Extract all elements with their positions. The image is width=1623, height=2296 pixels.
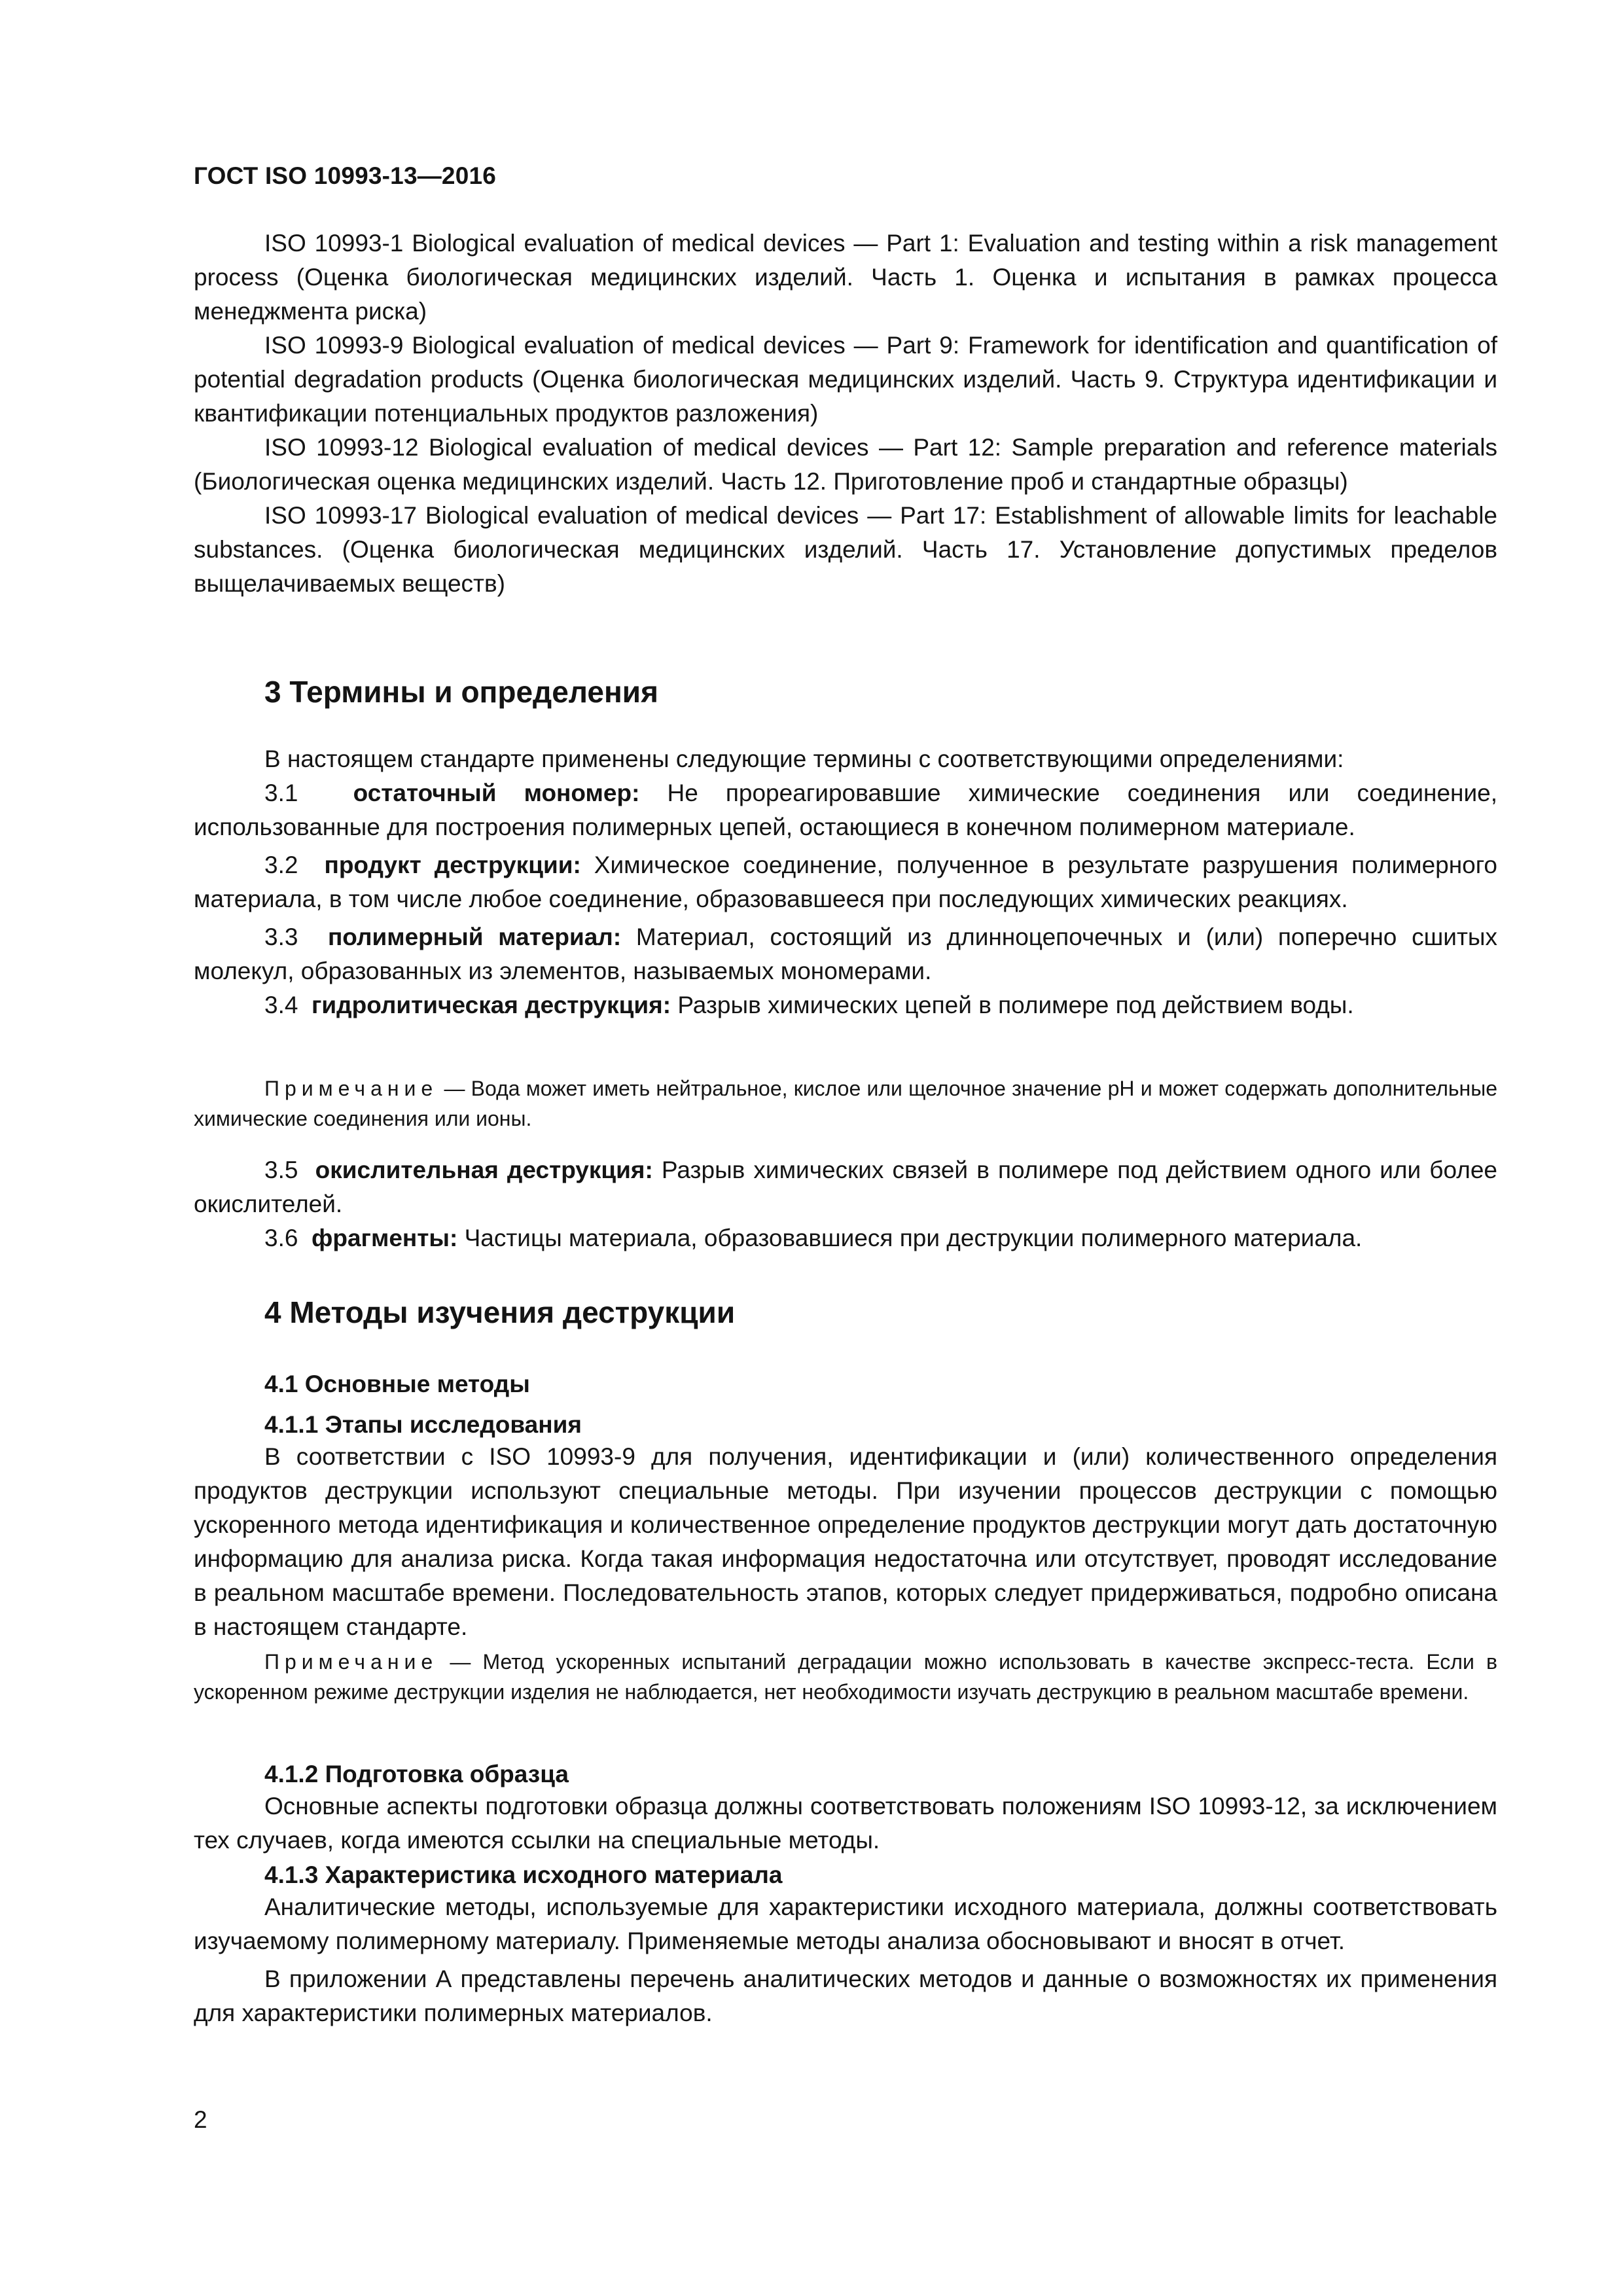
paragraph: Аналитические методы, используемые для характеристики исходного материала, должны соответствовать изучаемому полимерному материалу. Применяемые методы анализа обосновывают и вносят в отчет. [194, 1893, 1497, 1954]
term-name: гидролитическая деструкция: [312, 992, 671, 1018]
reference-item: ISO 10993-9 Biological evaluation of medical devices — Part 9: Framework for identification and quantification of potential degradation products (Оценка биологическая медицинских изделий. Часть 9. Структура идентификации и квантификации потенциальных продуктов разложения) [194, 332, 1497, 427]
term-name: продукт деструкции: [324, 852, 581, 878]
note-text: — Вода может иметь нейтральное, кислое или щелочное значение pH и может содержать дополнительные химические соединения или ионы. [194, 1077, 1497, 1130]
term-name: остаточный мономер: [353, 780, 640, 806]
note-text: — Метод ускоренных испытаний деградации можно использовать в качестве экспресс-теста. Если в ускоренном режиме деструкции изделия не наблюдается, нет необходимости изучать деструкцию в реальном масштабе времени. [194, 1650, 1497, 1704]
term-name: полимерный материал: [327, 924, 622, 950]
section-3-body-cont [194, 1153, 1497, 1255]
term-definition: 3.3 полимерный материал: Материал, состоящий из длинноцепочечных и (или) поперечно сшитых молекул, образованных из элементов, называемых мономерами. [194, 924, 1497, 984]
term-definition: 3.6 фрагменты: Частицы материала, образовавшиеся при деструкции полимерного материала. [264, 1225, 1363, 1251]
section-3-heading: 3 Термины и определения [264, 675, 658, 709]
subsection-4-1-3-body [194, 1890, 1497, 2030]
note-4-1-1 [194, 1647, 1497, 1707]
subsection-4-1-1-body [194, 1440, 1497, 1644]
term-definition: 3.2 продукт деструкции: Химическое соединение, полученное в результате разрушения полимерного материала, в том числе любое соединение, образовавшееся при последующих химических реакциях. [194, 852, 1498, 912]
page-number: 2 [194, 2106, 207, 2133]
reference-item: ISO 10993-17 Biological evaluation of medical devices — Part 17: Establishment of allowable limits for leachable substances. (Оценка биологическая медицинских изделий. Часть 17. Установление допустимых пределов выщелачиваемых веществ) [194, 502, 1497, 597]
subsection-4-1-heading: 4.1 Основные методы [264, 1371, 530, 1397]
paragraph: В приложении А представлены перечень аналитических методов и данные о возможностях их применения для характеристики полимерных материалов. [194, 1965, 1497, 2026]
term-definition: 3.4 гидролитическая деструкция: Разрыв химических цепей в полимере под действием воды. [264, 992, 1354, 1018]
note-3-4 [194, 1073, 1497, 1134]
note-label: Примечание [264, 1077, 438, 1100]
subsection-4-1-1-heading: 4.1.1 Этапы исследования [264, 1411, 582, 1438]
reference-item: ISO 10993-12 Biological evaluation of medical devices — Part 12: Sample preparation and reference materials (Биологическая оценка медицинских изделий. Часть 12. Приготовление проб и стандартные образцы) [194, 434, 1497, 495]
section-3-intro: В настоящем стандарте применены следующие термины с соответствующими определениями: [264, 745, 1344, 772]
subsection-4-1-2-heading: 4.1.2 Подготовка образца [264, 1761, 569, 1787]
normative-references [194, 226, 1497, 601]
document-header: ГОСТ ISO 10993-13—2016 [194, 162, 497, 189]
subsection-4-1-2-body [194, 1789, 1497, 1857]
subsection-4-1-3-heading: 4.1.3 Характеристика исходного материала [264, 1861, 783, 1888]
paragraph: В соответствии с ISO 10993-9 для получения, идентификации и (или) количественного определения продуктов деструкции используют специальные методы. При изучении процессов деструкции с помощью ускоренного метода идентификация и количественное определение продуктов деструкции могут дать достаточную информацию для анализа риска. Когда такая информация недостаточна или отсутствует, проводят исследование в реальном масштабе времени. Последовательность этапов, которых следует придерживаться, подробно описана в настоящем стандарте. [194, 1443, 1497, 1640]
paragraph: Основные аспекты подготовки образца должны соответствовать положениям ISO 10993-12, за исключением тех случаев, когда имеются ссылки на специальные методы. [194, 1793, 1497, 1854]
term-definition: 3.1 остаточный мономер: Не прореагировавшие химические соединения или соединение, использованные для построения полимерных цепей, остающиеся в конечном полимерном материале. [194, 780, 1497, 840]
section-4-heading: 4 Методы изучения деструкции [264, 1295, 736, 1329]
term-name: фрагменты: [312, 1225, 458, 1251]
note-label: Примечание [264, 1650, 438, 1674]
section-3-body [194, 742, 1497, 1022]
term-definition: 3.5 окислительная деструкция: Разрыв химических связей в полимере под действием одного или более окислителей. [194, 1157, 1497, 1217]
reference-item: ISO 10993-1 Biological evaluation of medical devices — Part 1: Evaluation and testing within a risk management process (Оценка биологическая медицинских изделий. Часть 1. Оценка и испытания в рамках процесса менеджмента риска) [194, 230, 1497, 325]
term-name: окислительная деструкция: [315, 1157, 653, 1183]
